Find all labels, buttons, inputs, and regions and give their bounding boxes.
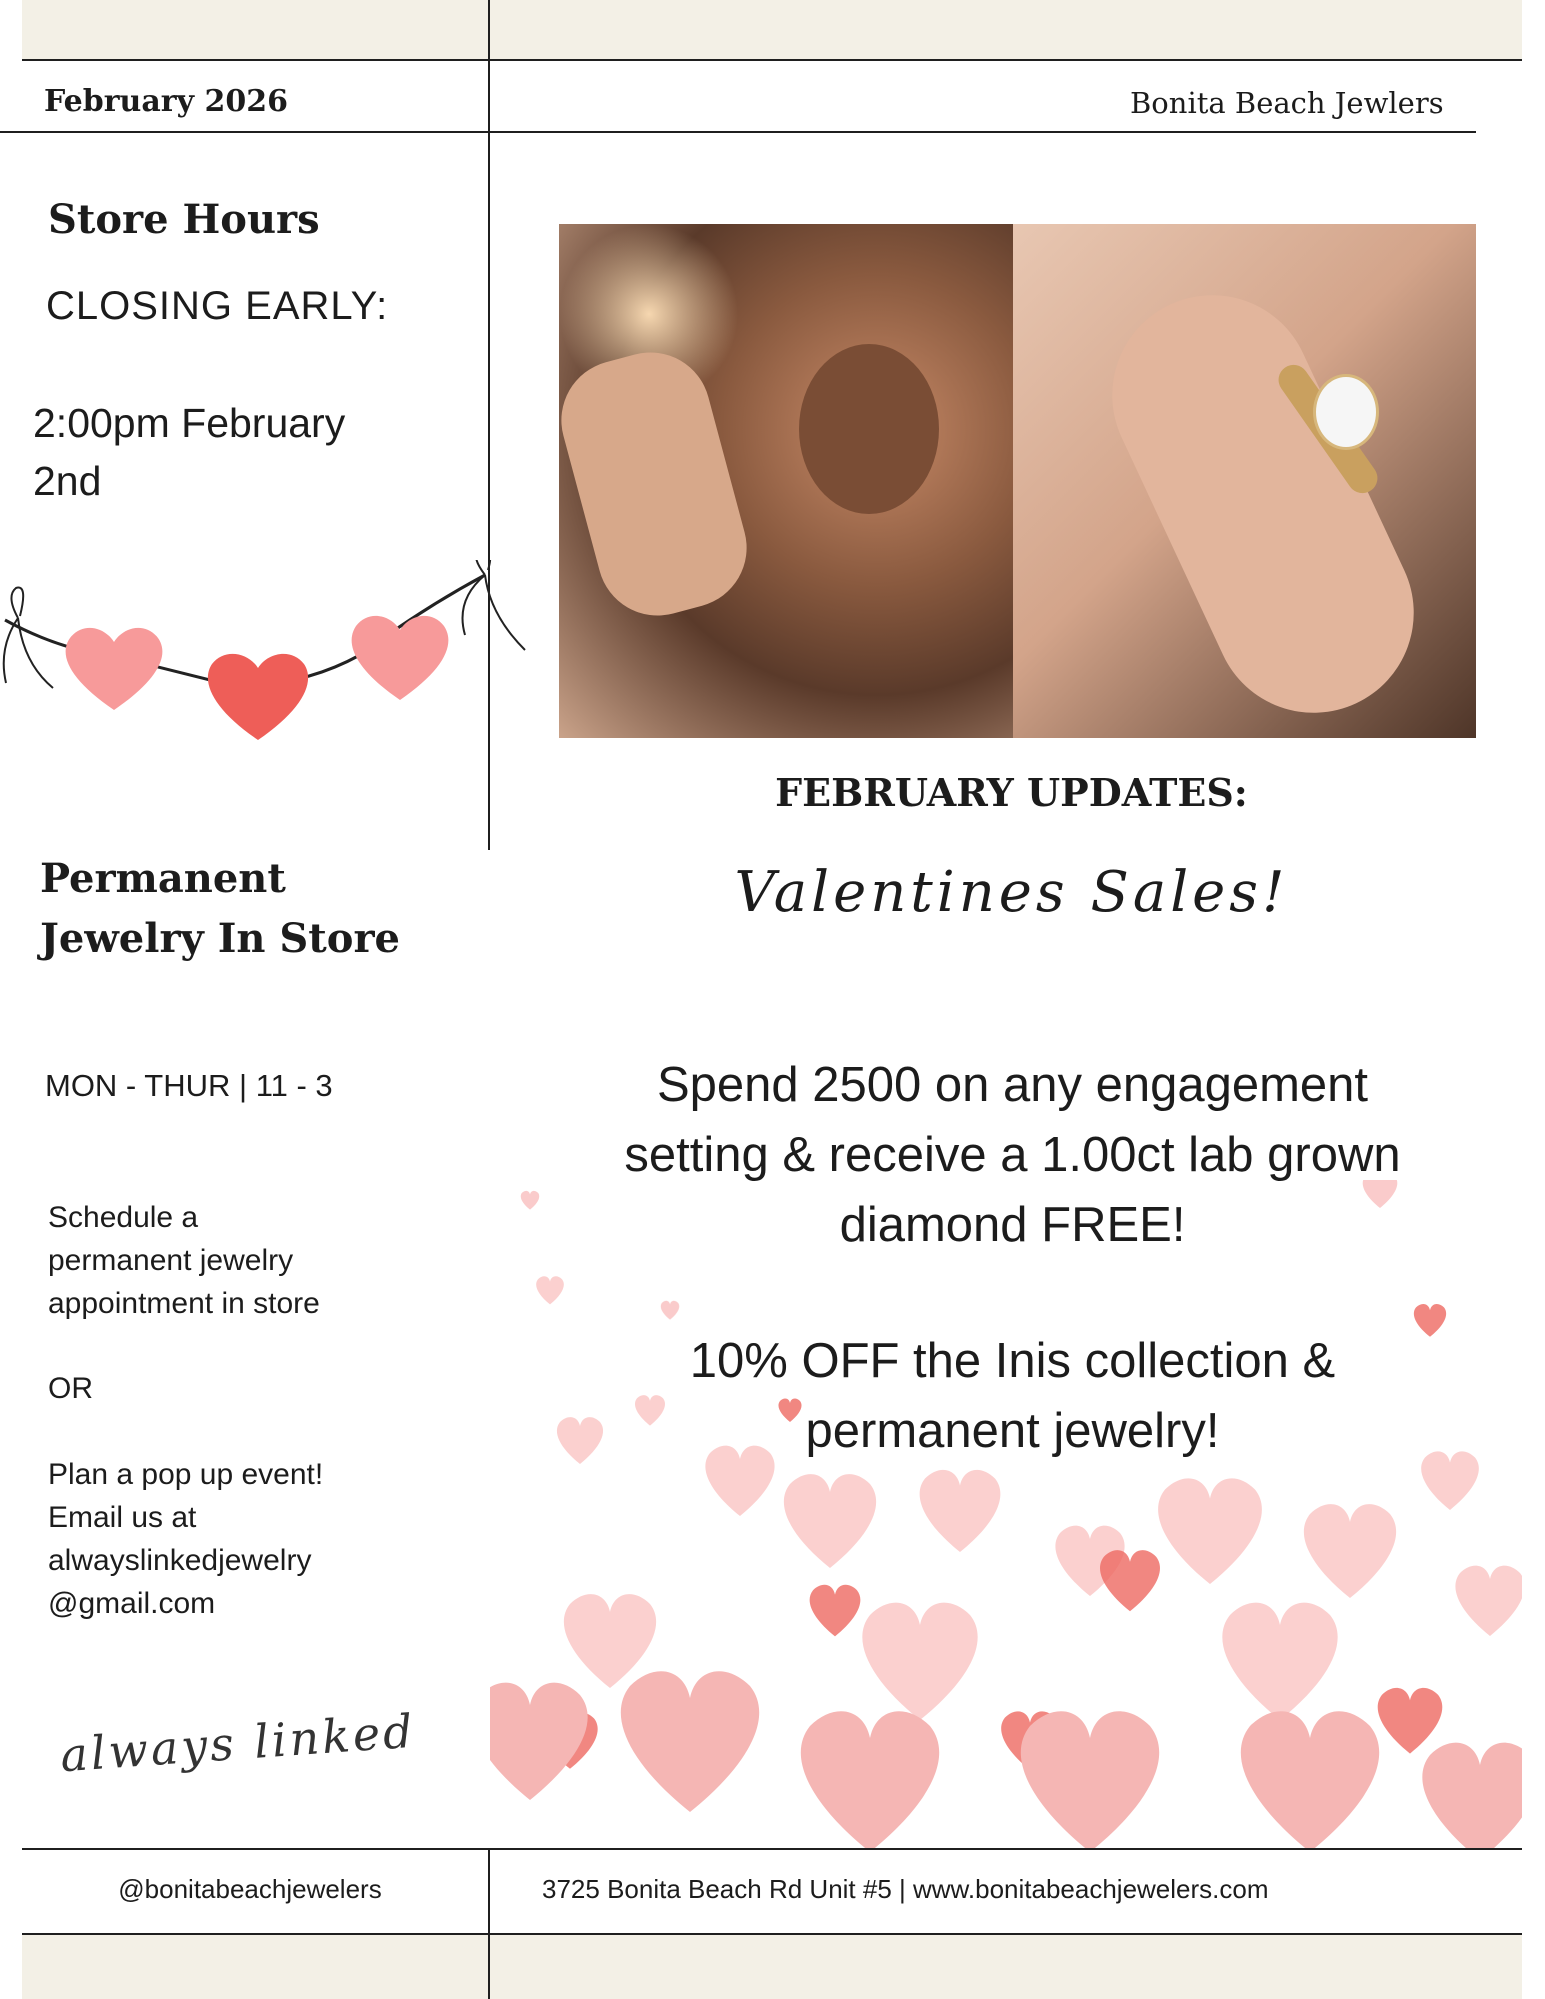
store-name: Bonita Beach Jewlers [1130,86,1444,120]
header-rule [0,131,1476,133]
ring-photo-diamond [1313,374,1379,450]
popup-email-line2[interactable]: @gmail.com [48,1587,216,1620]
couple-photo [559,224,1013,738]
footer-address: 3725 Bonita Beach Rd Unit #5 | www.bonitabeachjewelers.com [542,1874,1269,1904]
promo2-line2: permanent jewelry! [805,1404,1220,1458]
ring-photo-finger [1079,262,1446,738]
closing-early-notice: CLOSING EARLY: [46,284,389,328]
heart-garland-icon [0,560,540,750]
footer-social-handle[interactable]: @bonitabeachjewelers [118,1874,382,1904]
promo1-line1: Spend 2500 on any engagement [656,1058,1369,1112]
promo2-line1: 10% OFF the Inis collection & [689,1334,1336,1388]
popup-line2: Email us at [48,1501,197,1534]
popup-text [48,1453,323,1625]
top-rule [22,59,1522,61]
closing-time-line1: 2:00pm February [33,400,346,446]
garland-heart-3 [352,616,449,700]
garland-heart-2 [208,654,308,740]
permanent-hours: MON - THUR | 11 - 3 [45,1068,333,1103]
top-band [22,0,1522,59]
footer-rule [22,1848,1522,1850]
promo1-line2: setting & receive a 1.00ct lab grown [624,1128,1401,1182]
updates-heading: FEBRUARY UPDATES: [775,770,1248,815]
closing-time-line2: 2nd [33,458,102,504]
promo-engagement [540,1050,1485,1260]
store-hours-heading: Store Hours [48,196,320,243]
issue-date: February 2026 [44,84,288,119]
promo-inis [540,1326,1485,1466]
valentines-title: Valentines Sales! [734,860,1289,925]
heart-pattern-icon [490,1180,1522,1848]
popup-email-line1[interactable]: alwayslinkedjewelry [48,1544,312,1577]
ring-photo [1013,224,1476,738]
vertical-divider-lower [488,1848,490,1999]
promo1-line3: diamond FREE! [839,1198,1186,1252]
couple-photo-face [799,344,939,514]
signature-logo: always linked [58,1703,418,1783]
permanent-heading-line1: Permanent [40,855,286,902]
bottom-rule [22,1933,1522,1935]
schedule-line1: Schedule a [48,1201,199,1234]
garland-heart-1 [66,628,163,710]
permanent-heading-line2: Jewelry In Store [40,915,400,962]
popup-line1: Plan a pop up event! [48,1458,324,1491]
or-text: OR [48,1372,93,1405]
schedule-line2: permanent jewelry [48,1244,294,1277]
schedule-line3: appointment in store [48,1287,320,1320]
schedule-text [48,1196,320,1325]
bottom-band [22,1935,1522,1999]
